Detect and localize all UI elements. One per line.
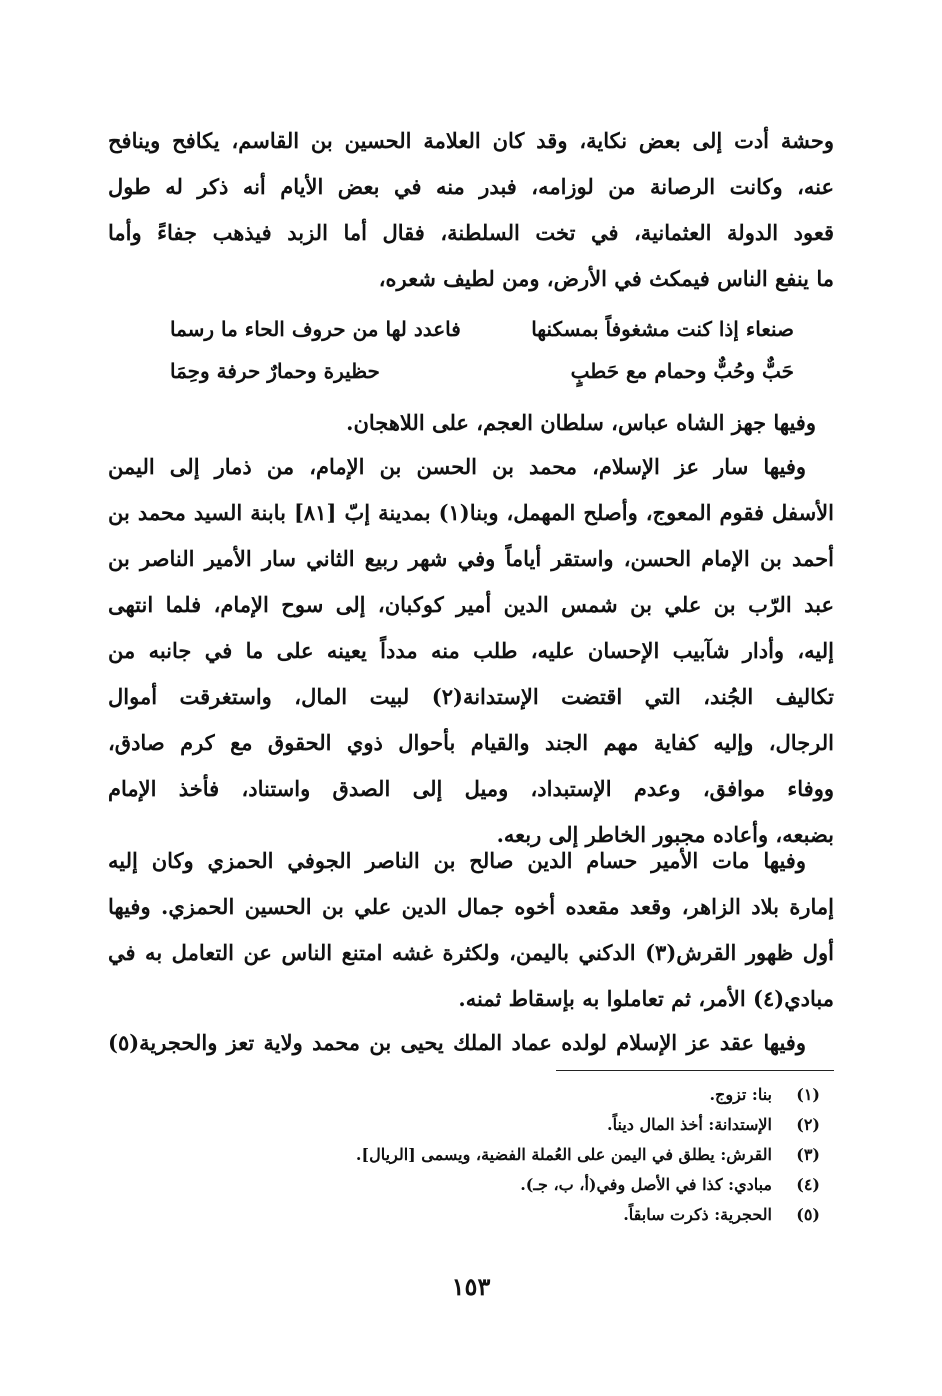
- text-line: وحشة أدت إلى بعض نكاية، وقد كان العلامة الحسين بن القاسم، يكافح وينافح: [108, 128, 834, 153]
- verse: [170, 350, 794, 392]
- paragraph-1: [108, 118, 834, 302]
- footnote-text: القرش: يطلق في اليمن على العُملة الفضية، ويسمى [الريال].: [355, 1145, 772, 1164]
- footnote: [300, 1200, 820, 1230]
- paragraph-3: [108, 444, 834, 858]
- verse-second-hemistich: فاعدد لها من حروف الحاء ما رسما: [170, 317, 461, 341]
- footnote-separator: [556, 1070, 834, 1071]
- footnote: [300, 1110, 820, 1140]
- text-line: وفيها مات الأمير حسام الدين صالح بن الناصر الجوفي الحمزي وكان إليه: [108, 848, 806, 873]
- footnote: [300, 1080, 820, 1110]
- text-line: وفيها جهز الشاه عباس، سلطان العجم، على اللاهجان.: [346, 410, 816, 435]
- paragraph-4: [108, 838, 834, 1022]
- text-line: أول ظهور القرش(٣) الدكني باليمن، ولكثرة غشه امتنع الناس عن التعامل به في: [108, 940, 834, 965]
- text-line: قعود الدولة العثمانية، في تخت السلطنة، فقال أما الزبد فيذهب جفاءً وأما: [108, 220, 834, 245]
- paragraph-2: [108, 400, 834, 446]
- verse: [170, 308, 794, 350]
- text-line: عنه، وكانت الرصانة من لوزامه، فبدر منه في بعض الأيام أنه ذكر له طول: [108, 174, 834, 199]
- page-number: ١٥٣: [451, 1272, 491, 1301]
- verse-first-hemistich: حَبٌّ وحُبٌّ وحمام مع حَطبٍ: [570, 359, 794, 383]
- footnote-number: (٣): [796, 1145, 820, 1164]
- footnotes: [300, 1080, 820, 1230]
- footnote-number: (١): [796, 1085, 820, 1104]
- footnote-text: مبادي: كذا في الأصل وفي(أ، ب، جـ).: [520, 1175, 772, 1194]
- text-line: وفيها سار عز الإسلام، محمد بن الحسن بن الإمام، من ذمار إلى اليمن: [108, 454, 806, 479]
- text-line: الرجال، وإليه كفاية مهم الجند والقيام بأحوال ذوي الحقوق مع كرم صادق،: [108, 730, 834, 755]
- poem: [170, 308, 794, 392]
- paragraph-5: [108, 1020, 834, 1066]
- text-line: إمارة بلاد الزاهر، وقعد مقعده أخوه جمال الدين علي بن الحسين الحمزي. وفيها: [108, 894, 834, 919]
- text-line: ما ينفع الناس فيمكث في الأرض، ومن لطيف شعره،: [378, 266, 834, 291]
- text-line: مبادي(٤) الأمر، ثم تعاملوا به بإسقاط ثمنه.: [458, 986, 834, 1011]
- text-line: أحمد بن الإمام الحسن، واستقر أياماً وفي شهر ربيع الثاني سار الأمير الناصر بن: [108, 546, 834, 571]
- footnote: [300, 1140, 820, 1170]
- footnote-number: (٢): [796, 1115, 820, 1134]
- footnote-text: الحجرية: ذكرت سابقاً.: [623, 1205, 772, 1224]
- text-line: بضبعه، وأعاده مجبور الخاطر إلى ربعه.: [496, 822, 834, 847]
- footnote-number: (٤): [796, 1175, 820, 1194]
- text-line: وفيها عقد عز الإسلام لولده عماد الملك يحيى بن محمد ولاية تعز والحجرية(٥): [108, 1030, 806, 1055]
- text-line: إليه، وأدار شآبيب الإحسان عليه، طلب منه مدداً يعينه على ما في جانبه من: [108, 638, 834, 663]
- text-line: ووفاء موافق، وعدم الإستبداد، وميل إلى الصدق واستناد، فأخذ الإمام: [108, 776, 834, 801]
- footnote-text: بنا: تزوج.: [709, 1085, 772, 1104]
- footnote-number: (٥): [796, 1205, 820, 1224]
- footnote: [300, 1170, 820, 1200]
- verse-second-hemistich: حظيرة وحمارٌ حرفة وحِمَا: [170, 359, 380, 383]
- verse-first-hemistich: صنعاء إذا كنت مشغوفاً بمسكنها: [531, 317, 794, 341]
- text-line: تكاليف الجُند، التي اقتضت الإستدانة(٢) لبيت المال، واستغرقت أموال: [108, 684, 834, 709]
- text-line: الأسفل فقوم المعوج، وأصلح المهمل، وبنا(١) بمدينة إبّ [٨١] بابنة السيد محمد بن: [108, 500, 834, 525]
- text-line: عبد الرّب بن علي بن شمس الدين أمير كوكبان، إلى سوح الإمام، فلما انتهى: [108, 592, 834, 617]
- footnote-text: الإستدانة: أخذ المال ديناً.: [607, 1115, 772, 1134]
